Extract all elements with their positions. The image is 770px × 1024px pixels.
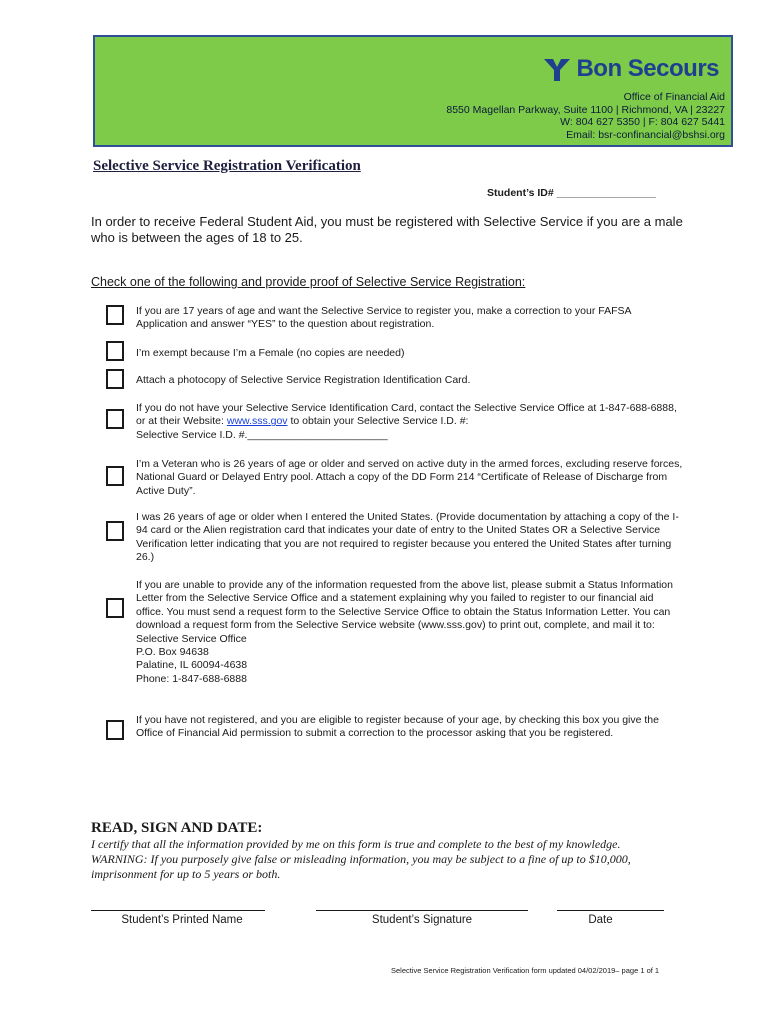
- option-checkbox-2[interactable]: [106, 341, 124, 361]
- option-text-3: Attach a photocopy of Selective Service Registration Identification Card.: [136, 374, 471, 386]
- header-banner: [93, 35, 733, 147]
- brand-logo: [542, 55, 719, 83]
- office-name: Office of Financial Aid: [623, 91, 725, 103]
- date-line[interactable]: [557, 910, 664, 911]
- option-4-text: If you do not have your Selective Service Identification Card, contact the Selective Service Office at 1-847-688-6888, or at their Website:: [136, 402, 677, 428]
- sign-heading: READ, SIGN AND DATE:: [91, 820, 263, 836]
- option-checkbox-8[interactable]: [106, 720, 124, 740]
- option-checkbox-5[interactable]: [106, 466, 124, 486]
- bon-secours-cross-icon: [542, 56, 572, 82]
- footer-note: Selective Service Registration Verification form updated 04/02/2019– page 1 of 1: [391, 966, 660, 975]
- option-checkbox-4[interactable]: [106, 409, 124, 429]
- office-contact-block: [446, 91, 725, 141]
- option-checkbox-7[interactable]: [106, 598, 124, 618]
- mailing-address-line-2: P.O. Box 94638: [136, 646, 209, 659]
- form-title: Selective Service Registration Verification: [93, 158, 361, 174]
- printed-name-line[interactable]: [91, 910, 265, 911]
- date-label: Date: [588, 914, 613, 926]
- option-text-2: I’m exempt because I’m a Female (no copies are needed): [136, 347, 405, 359]
- signature-line[interactable]: [316, 910, 528, 911]
- option-checkbox-3[interactable]: [106, 369, 124, 389]
- ss-id-field[interactable]: Selective Service I.D. #.________________________: [136, 428, 388, 441]
- printed-name-label: Student’s Printed Name: [121, 914, 243, 926]
- option-checkbox-6[interactable]: [106, 521, 124, 541]
- mailing-address-phone: Phone: 1-847-688-6888: [136, 672, 247, 685]
- option-text-7: [136, 579, 684, 686]
- option-text-1: If you are 17 years of age and want the Selective Service to register you, make a correction to your FAFSA Application and answer “YES” to the question about registration.: [136, 305, 631, 331]
- option-text-8: If you have not registered, and you are eligible to register because of your age, by checking this box you give the Office of Financial Aid permission to submit a correction to the processor asking that you be registered.: [136, 714, 659, 740]
- option-text-4: [136, 402, 684, 442]
- option-4-text-end: to obtain your Selective Service I.D. #:: [287, 415, 469, 428]
- certification-text: [91, 837, 691, 882]
- option-7-text: If you are unable to provide any of the information requested from the above list, please submit a Status Information Letter from the Selective Service Office and a statement explaining why you failed to register to our financial aid office. You must send a request form to the Selective Service Office to obtain the Status Information Letter. You can download a request form from the Selective Service website (www.sss.gov) to print out, complete, and mail it to:: [136, 579, 673, 632]
- option-text-5: I’m a Veteran who is 26 years of age or older and served on active duty in the armed forces, excluding reserve forces, National Guard or Delayed Entry pool. Attach a copy of the DD Form 214 “Certificate of Release of Discharge from Active Duty”.: [136, 458, 683, 497]
- warning-statement: WARNING: If you purposely give false or misleading information, you may be subject to a fine of up to $10,000, imprisonment for up to 5 years or both.: [91, 852, 631, 881]
- mailing-address-line-3: Palatine, IL 60094-4638: [136, 659, 248, 672]
- office-email: Email: bsr-confinancial@bshsi.org: [566, 128, 725, 141]
- certification-statement: I certify that all the information provided by me on this form is true and complete to the best of my knowledge.: [91, 837, 621, 851]
- option-text-6: I was 26 years of age or older when I entered the United States. (Provide documentation by attaching a copy of the I-94 card or the Alien registration card that indicates your date of entry to the United States OR a Selective Service Verification letter indicating that you are not required to register because you entered the United States after turning 26.): [136, 511, 679, 564]
- office-phone: W: 804 627 5350 | F: 804 627 5441: [560, 116, 725, 128]
- sss-website-link[interactable]: www.sss.gov: [226, 415, 288, 428]
- intro-text: In order to receive Federal Student Aid, you must be registered with Selective Service if you are a male who is between the ages of 18 to 25.: [91, 214, 683, 245]
- brand-name: Bon Secours: [576, 55, 719, 82]
- student-id-field[interactable]: Student’s ID# _________________: [487, 187, 656, 199]
- mailing-address-line-1: Selective Service Office: [136, 632, 247, 645]
- option-checkbox-1[interactable]: [106, 305, 124, 325]
- check-instruction: Check one of the following and provide proof of Selective Service Registration:: [91, 275, 526, 289]
- signature-label: Student’s Signature: [371, 914, 473, 926]
- office-address: 8550 Magellan Parkway, Suite 1100 | Richmond, VA | 23227: [446, 103, 725, 116]
